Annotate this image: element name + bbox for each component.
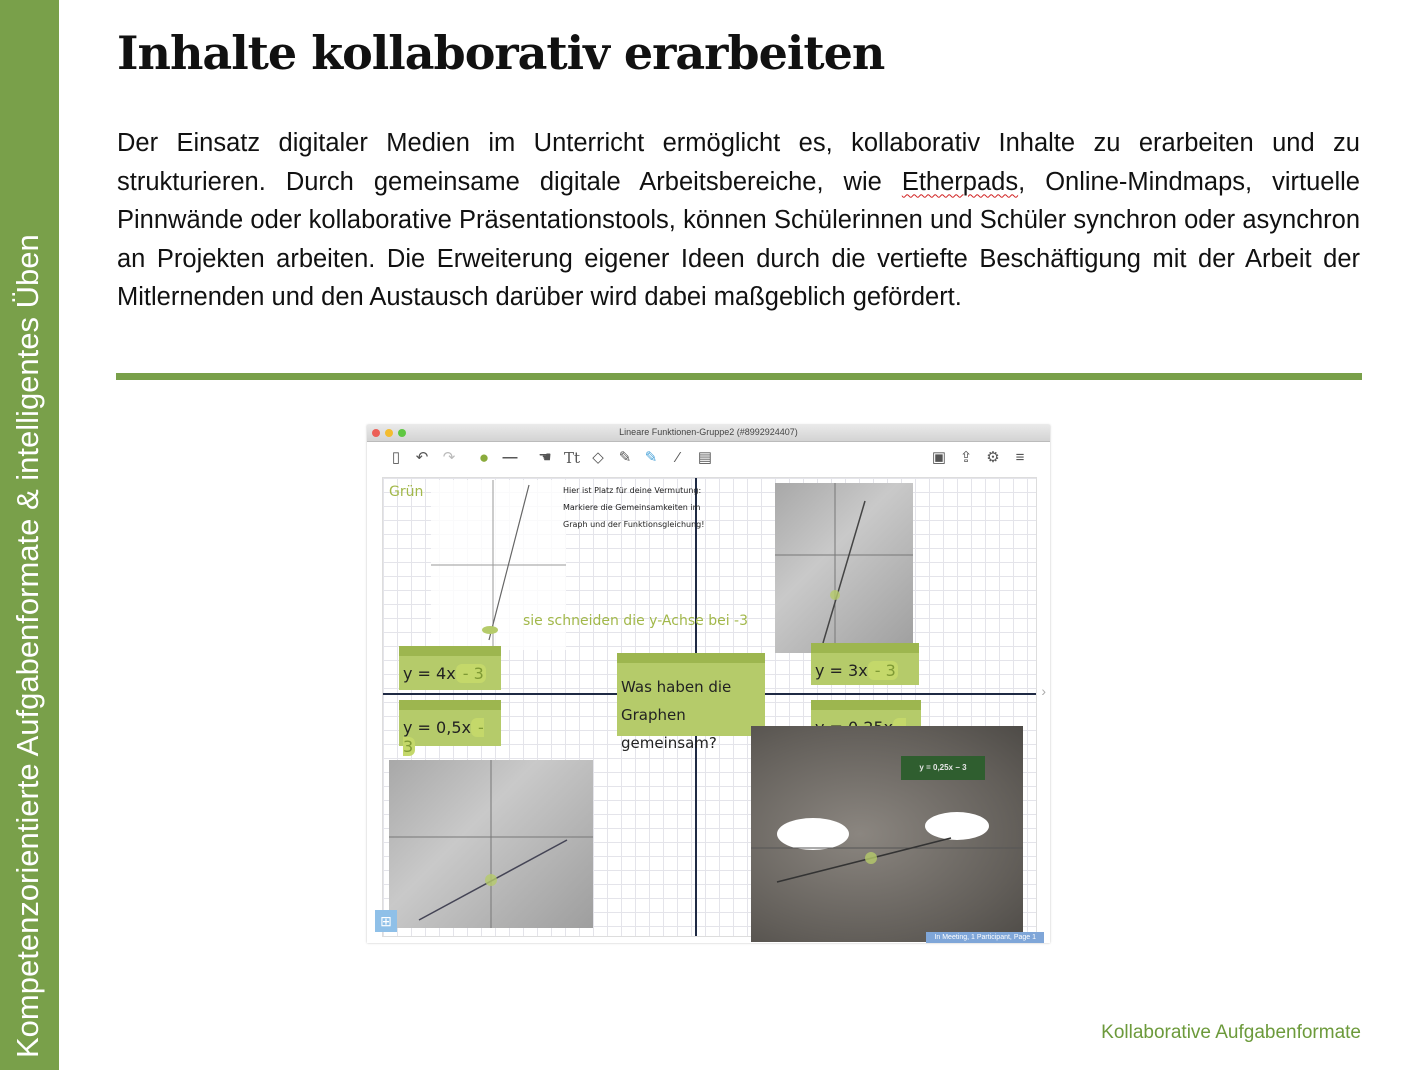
body-text-part1: Der Einsatz digitaler Medien im Unterricht ermöglicht es, kollaborativ Inhalte zu erarbeiten und zu strukturieren. Durch gemeinsame digitale Arbeitsbereiche, wie (117, 129, 1360, 196)
hand-icon: ☚ (538, 449, 552, 466)
pen-icon: ✎ (644, 449, 658, 466)
hint-line: Markiere die Gemeinsamkeiten im (563, 503, 701, 512)
divider-rule (116, 373, 1362, 380)
notes-icon: ▤ (697, 449, 713, 466)
hint-line: Graph und der Funktionsgleichung! (563, 520, 705, 529)
footer-label: Kollaborative Aufgabenformate (1101, 1022, 1361, 1043)
whiteboard-toolbar (367, 442, 1050, 476)
spellcheck-word: Etherpads (901, 167, 1019, 196)
note-highlight: - 3 (869, 661, 896, 680)
image-icon: ▣ (931, 449, 947, 466)
sidebar-band (0, 0, 59, 1070)
embedded-whiteboard-screenshot (367, 425, 1050, 943)
trash-icon: ▯ (391, 449, 401, 466)
chevron-right-icon: › (1041, 683, 1046, 699)
body-paragraph (117, 124, 1360, 317)
equation-note-4x (399, 646, 501, 690)
text-tool-icon: Tt (563, 449, 581, 467)
note-highlight: - 3 (457, 664, 484, 683)
settings-gear-icon: ⚙ (986, 449, 1000, 466)
window-titlebar (367, 425, 1050, 442)
note-prefix: y = 3x (815, 661, 868, 680)
question-line: Graphen gemeinsam? (621, 706, 717, 752)
annotation-text: sie schneiden die y-Achse bei -3 (523, 613, 748, 629)
redo-icon: ↷ (442, 449, 456, 466)
color-picker-icon: ● (478, 448, 490, 467)
question-note (617, 653, 765, 752)
note-prefix: y = 4x (403, 664, 456, 683)
question-line: Was haben die (621, 678, 732, 696)
body-text-part2: , Online-Mindmaps, virtuelle Pinnwände oder kollaborative Präsentationstools, können Schülerinnen und Schüler synchron oder asynchron an Projekten arbeiten. Die Erweiterung eigener Ideen durch die vertiefte Beschäftigung mit der Arbeit der Mitlernenden und den Austausch darüber wird dabei maßgeblich gefördert. (117, 167, 1360, 311)
sidebar-title: Kompetenzorientierte Aufgabenformate & intelligentes Üben (10, 234, 45, 1058)
graph-05x-photo (389, 760, 593, 928)
brush-icon: ⁄ (676, 449, 680, 466)
graph-3x-lines (775, 483, 913, 653)
page-title: Inhalte kollaborativ erarbeiten (117, 26, 885, 80)
graph-025x-lines (751, 726, 1023, 942)
hint-text (563, 482, 704, 533)
group-color-label: Grün (389, 484, 424, 500)
pencil-icon: ✎ (618, 449, 632, 466)
note-highlight: - 3 (403, 718, 484, 756)
grid-view-icon: ⊞ (375, 910, 397, 932)
share-icon: ⇪ (959, 449, 973, 466)
equation-note-3x (811, 643, 919, 685)
graph-025x-photo (751, 726, 1023, 942)
graph-3x-photo (775, 483, 913, 653)
line-width-icon: — (502, 449, 518, 466)
hint-line: Hier ist Platz für deine Vermutung: (563, 486, 702, 495)
whiteboard-canvas (382, 477, 1037, 937)
meeting-status-badge: In Meeting, 1 Participant, Page 1 (926, 932, 1044, 943)
menu-icon: ≡ (1015, 449, 1025, 466)
equation-note-05x (399, 700, 501, 756)
window-title: Lineare Funktionen-Gruppe2 (#8992924407) (619, 427, 798, 437)
photo-label: y = 0,25x − 3 (901, 756, 985, 780)
eraser-icon: ◇ (592, 449, 604, 466)
note-prefix: y = 0,5x (403, 718, 471, 737)
undo-icon: ↶ (415, 449, 429, 466)
graph-05x-lines (389, 760, 593, 928)
